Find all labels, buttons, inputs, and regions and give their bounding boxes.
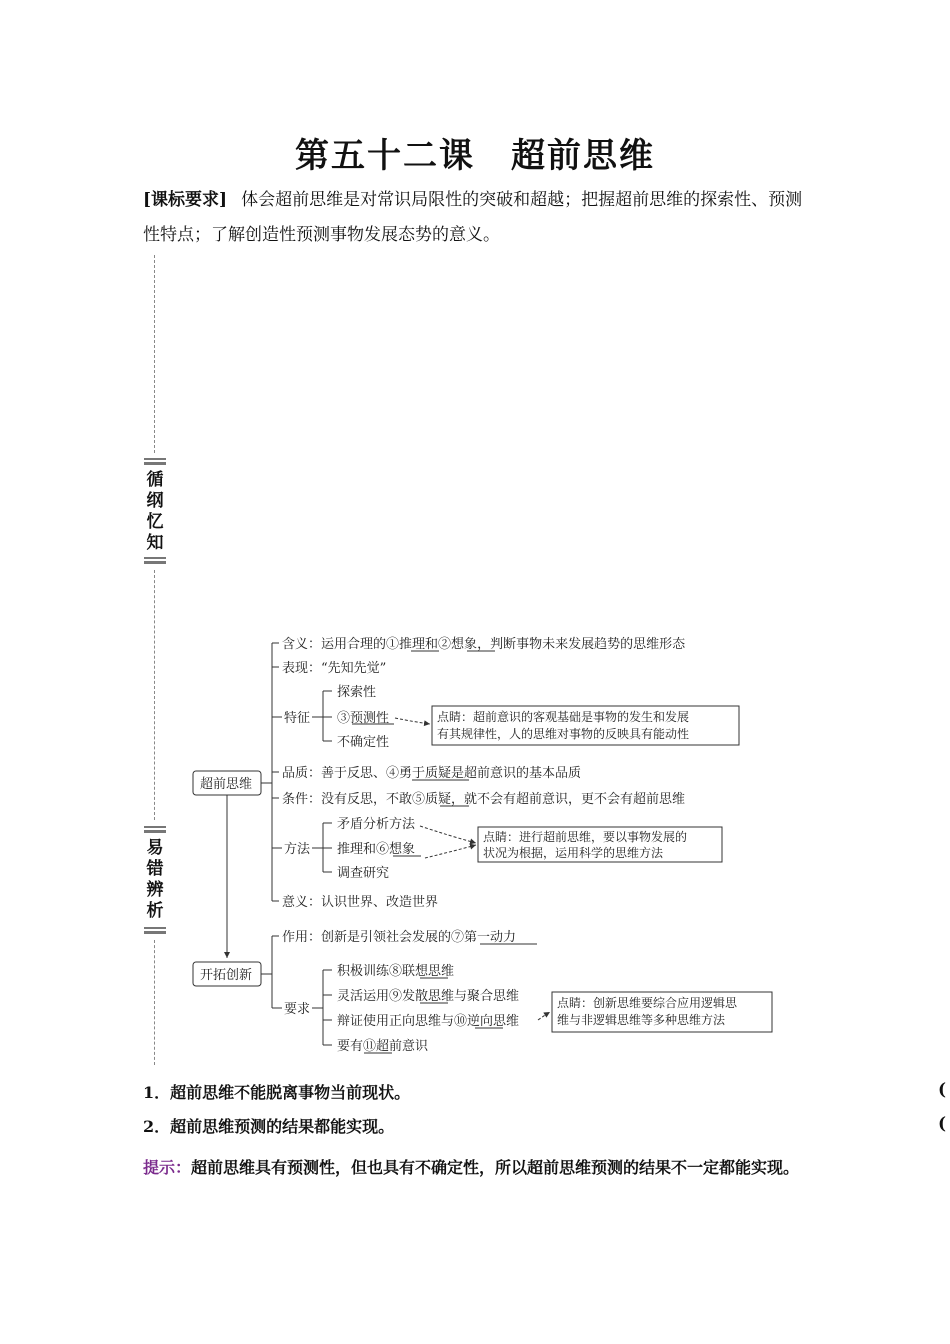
condition-line: 条件：没有反思，不敢⑤质疑，就不会有超前意识，更不会有超前思维 xyxy=(282,792,686,807)
note3-line1: 点睛：创新思维要综合应用逻辑思 xyxy=(557,996,738,1010)
page-title: 第五十二课 超前思维 xyxy=(295,136,655,176)
feature-item-1: 探索性 xyxy=(337,685,377,700)
method-label: 方法 xyxy=(284,842,311,857)
role-line: 作用：创新是引领社会发展的⑦第一动力 xyxy=(282,930,517,945)
requirement-text: 体会超前思维是对常识局限性的突破和超越；把握超前思维的探索性、预测性特点；了解创造性预测事物发展态势的意义。 xyxy=(143,190,803,245)
side-label-errors: 易错辨析 xyxy=(146,838,164,921)
note2-line2: 状况为根据，运用科学的思维方法 xyxy=(483,846,664,860)
performance-line: 表现：“先知先觉” xyxy=(282,661,387,676)
method-item-2: 推理和⑥想象 xyxy=(337,842,416,857)
answer-paren-1[interactable]: ( xyxy=(938,1080,947,1100)
require-item-4: 要有⑪超前意识 xyxy=(337,1039,429,1054)
method-item-3: 调查研究 xyxy=(337,866,390,881)
method-item-1: 矛盾分析方法 xyxy=(337,817,416,832)
answer-paren-2[interactable]: ( xyxy=(938,1114,947,1134)
require-label: 要求 xyxy=(284,1002,311,1017)
hint-label: 提示： xyxy=(143,1158,192,1177)
note1-line2: 有其规律性，人的思维对事物的反映具有能动性 xyxy=(437,727,690,741)
note3-line2: 维与非逻辑思维等多种思维方法 xyxy=(557,1013,726,1027)
quality-line: 品质：善于反思、④勇于质疑是超前意识的基本品质 xyxy=(282,766,582,781)
judgement-item-1: 1．超前思维不能脱离事物当前现状。 xyxy=(143,1083,411,1102)
meaning-line: 含义：运用合理的①推理和②想象，判断事物未来发展趋势的思维形态 xyxy=(282,637,686,652)
feature-item-3: 不确定性 xyxy=(337,735,390,750)
significance-line: 意义：认识世界、改造世界 xyxy=(282,895,439,910)
require-item-3: 辩证使用正向思维与⑩逆向思维 xyxy=(337,1014,520,1029)
require-item-1: 积极训练⑧联想思维 xyxy=(337,964,455,979)
requirement-tag: [课标要求] xyxy=(143,190,228,210)
root-label-2: 开拓创新 xyxy=(200,968,253,983)
judgement-item-2: 2．超前思维预测的结果都能实现。 xyxy=(143,1117,395,1136)
hint-text: 超前思维具有预测性，但也具有不确定性，所以超前思维预测的结果不一定都能实现。 xyxy=(191,1158,800,1177)
note1-line1: 点睛：超前意识的客观基础是事物的发生和发展 xyxy=(437,710,690,724)
feature-label: 特征 xyxy=(284,711,311,726)
require-item-2: 灵活运用⑨发散思维与聚合思维 xyxy=(337,989,520,1004)
hint-block xyxy=(143,1150,813,1185)
note2-line1: 点睛：进行超前思维，要以事物发展的 xyxy=(483,830,688,844)
root-label-1: 超前思维 xyxy=(200,777,253,792)
side-label-recall: 循纲忆知 xyxy=(146,470,164,553)
feature-item-2: ③预测性 xyxy=(337,711,390,726)
